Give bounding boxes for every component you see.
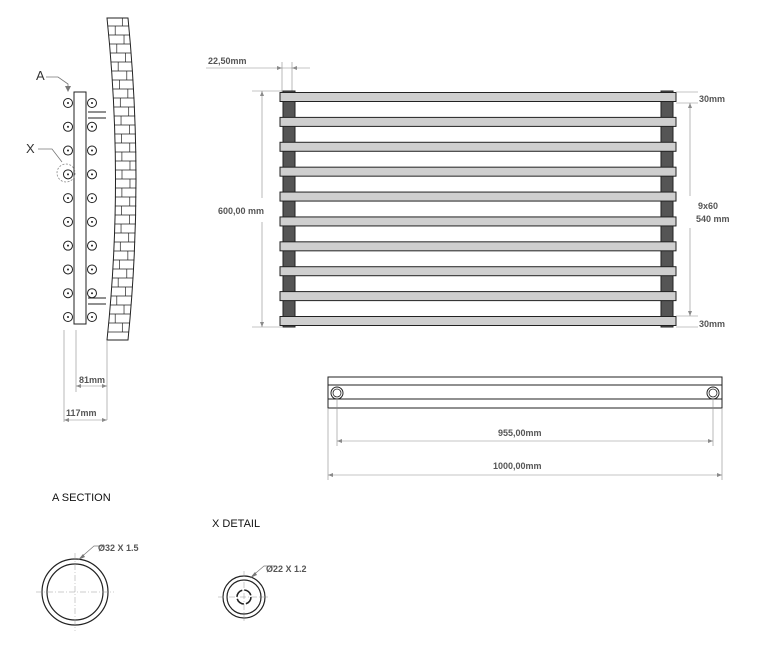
horizontal-bar <box>280 192 676 201</box>
bar-end-center <box>91 268 93 270</box>
total-depth-dimension: 117mm <box>66 408 97 418</box>
bar-end-center <box>67 316 69 318</box>
horizontal-bar <box>280 142 676 151</box>
bar-end-center <box>67 292 69 294</box>
bar-offset-dimension: 22,50mm <box>208 56 247 66</box>
bar-end-center <box>67 245 69 247</box>
x-detail <box>212 518 307 623</box>
front-view <box>206 56 730 329</box>
bar-end-center <box>91 316 93 318</box>
bar-end-center <box>67 268 69 270</box>
bar-end-center <box>91 173 93 175</box>
total-height-dimension: 600,00 mm <box>218 206 265 216</box>
bottom-spacing-dimension: 30mm <box>699 319 726 329</box>
horizontal-bar <box>280 93 676 102</box>
horizontal-bar <box>280 117 676 126</box>
horizontal-bar <box>280 267 676 276</box>
wall-to-collector-dimension: 81mm <box>79 375 106 385</box>
bar-end-center <box>91 102 93 104</box>
top-view <box>328 377 722 480</box>
bar-end-center <box>91 292 93 294</box>
horizontal-bar <box>280 217 676 226</box>
a-section-title: A SECTION <box>52 492 111 504</box>
a-section <box>36 492 139 631</box>
bar-end-center <box>91 197 93 199</box>
bar-end-center <box>91 150 93 152</box>
bar-end-center <box>91 126 93 128</box>
a-marker-label: A <box>36 68 45 83</box>
bar-end-center <box>67 221 69 223</box>
bar-end-center <box>67 102 69 104</box>
horizontal-bar <box>280 242 676 251</box>
bar-end-center <box>67 126 69 128</box>
horizontal-bar <box>280 292 676 301</box>
x-marker-label: X <box>26 141 35 156</box>
pitch-count-dimension: 9x60 <box>698 201 719 211</box>
pitch-total-dimension: 540 mm <box>696 214 730 224</box>
a-section-tube-dimension: Ø32 X 1.5 <box>98 543 139 553</box>
bar-center-width-dimension: 955,00mm <box>498 428 542 438</box>
bar-end-center <box>91 221 93 223</box>
x-detail-title: X DETAIL <box>212 518 261 530</box>
horizontal-bar <box>280 167 676 176</box>
brick-wall <box>107 18 137 340</box>
bar-end-center <box>67 150 69 152</box>
horizontal-bar <box>280 317 676 326</box>
bar-end-center <box>91 245 93 247</box>
x-detail-tube-dimension: Ø22 X 1.2 <box>266 564 307 574</box>
bar-end-center <box>67 197 69 199</box>
bar-end-center <box>67 173 69 175</box>
top-view-outline <box>328 377 722 408</box>
side-view <box>26 18 137 422</box>
side-collector <box>74 92 86 324</box>
horizontal-bars <box>280 93 676 326</box>
top-spacing-dimension: 30mm <box>699 94 726 104</box>
total-width-dimension: 1000,00mm <box>493 461 542 471</box>
